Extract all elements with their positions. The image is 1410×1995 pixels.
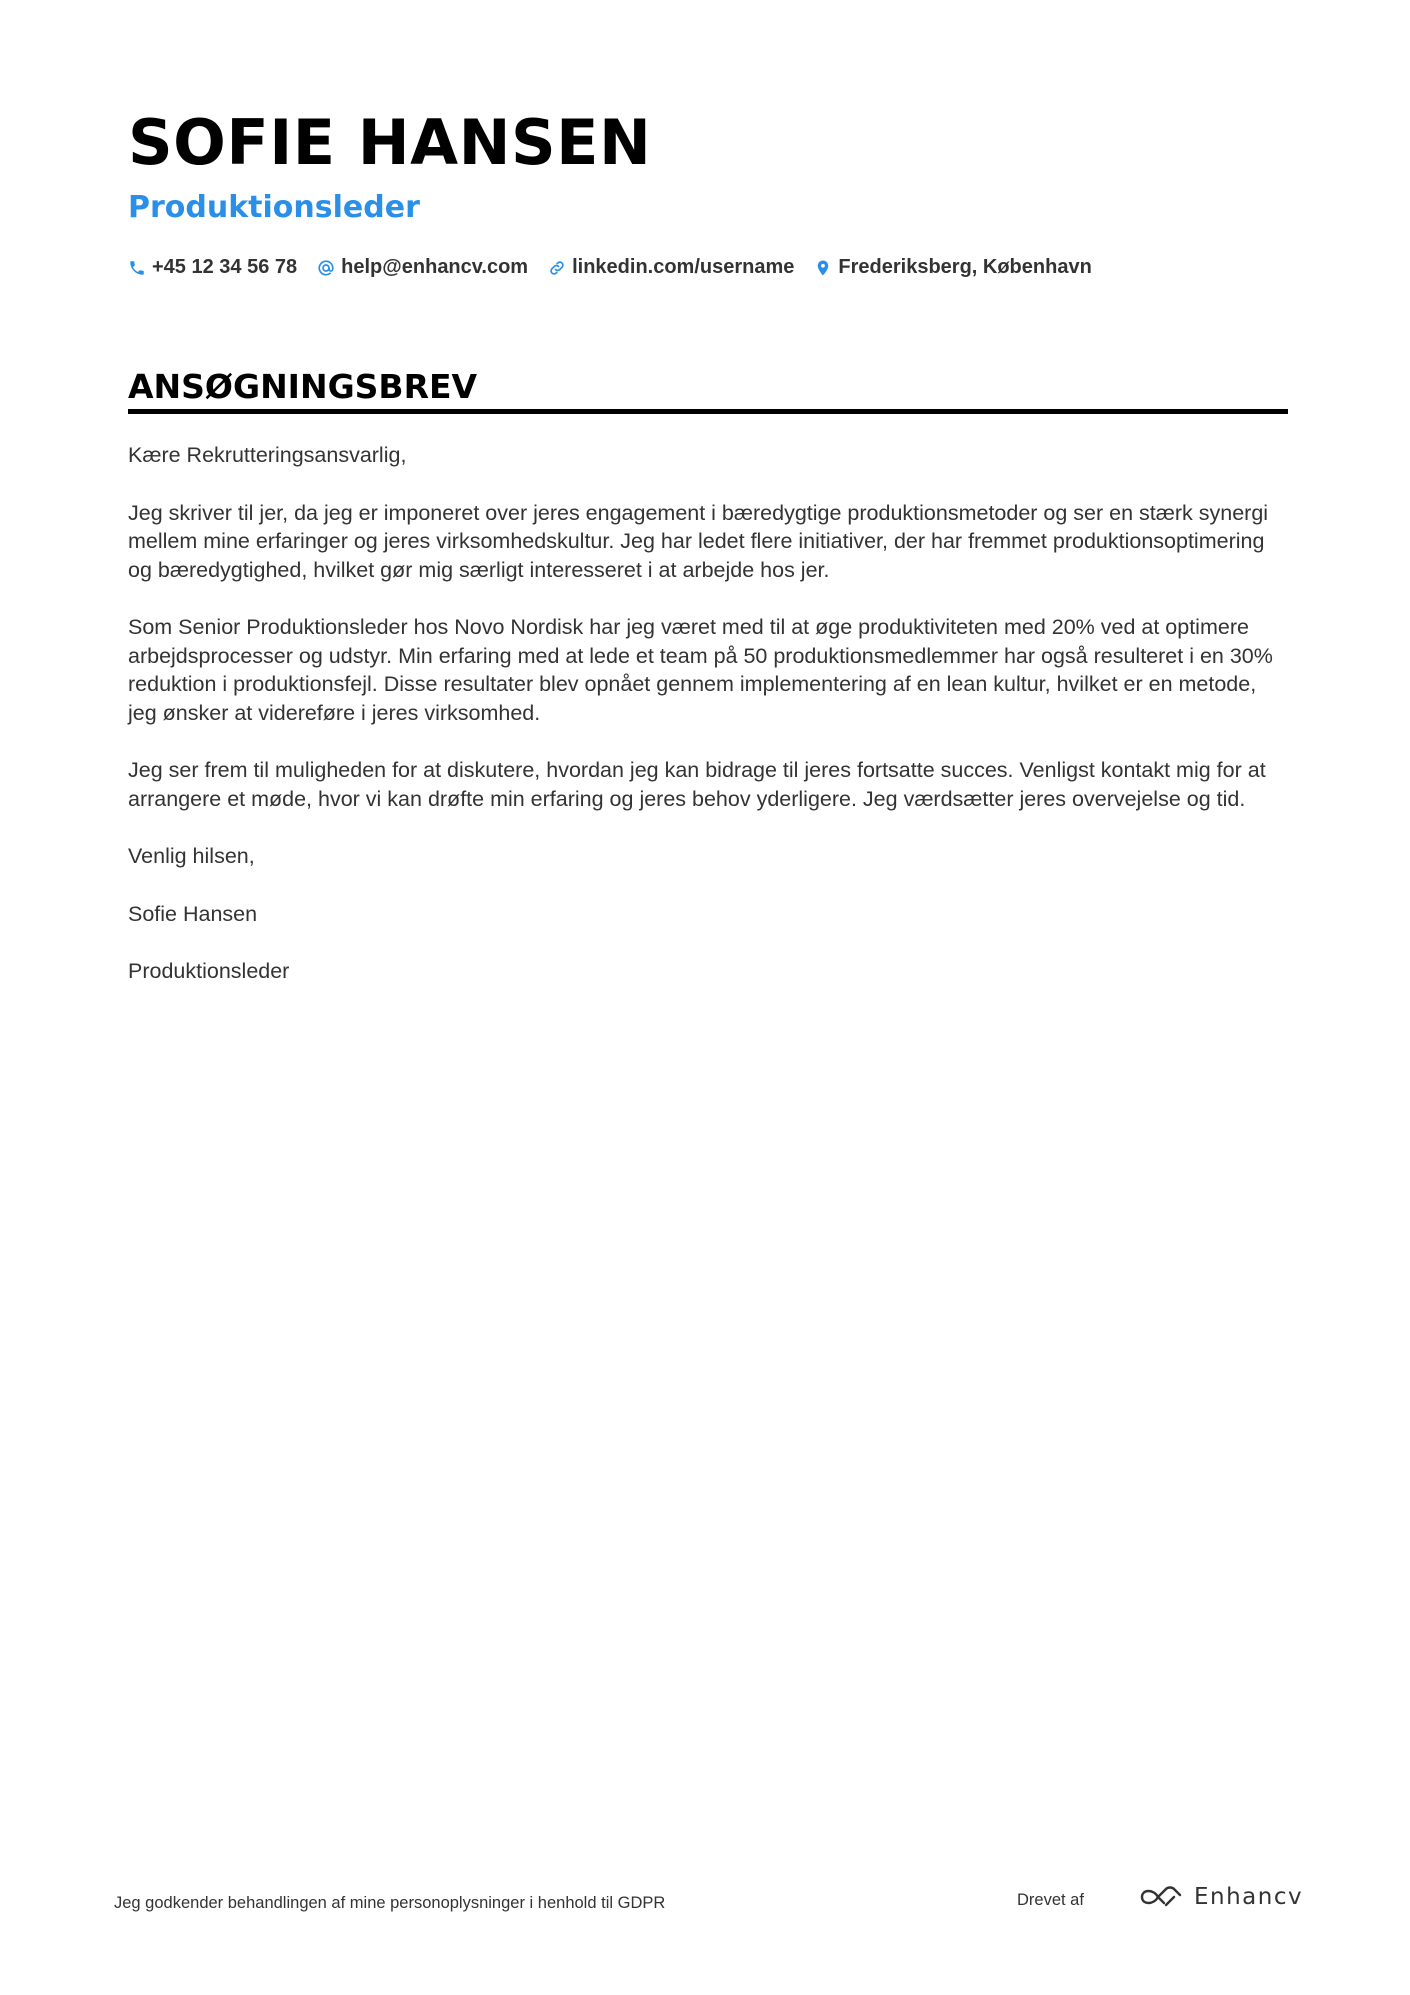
section-divider (128, 409, 1288, 414)
link-icon (548, 259, 566, 277)
letter-paragraph: Jeg skriver til jer, da jeg er imponeret over jeres engagement i bæredygtige produktionsmetoder og ser en stærk synergi mellem mine erfaringer og jeres virksomhedskultur. Jeg har ledet flere initiativer, der har fremmet produktionsoptimering og bæredygtighed, hvilket gør mig særligt interesseret i at arbejde hos jer. (128, 500, 1269, 582)
contact-bar (128, 256, 1112, 279)
letter-closing: Venlig hilsen, (128, 844, 255, 868)
applicant-role: Produktionsleder (128, 190, 420, 225)
enhancv-logo-icon (1138, 1883, 1184, 1911)
powered-by-label: Drevet af (1017, 1891, 1084, 1909)
letter-paragraph: Som Senior Produktionsleder hos Novo Nordisk har jeg været med til at øge produktiviteten med 20% ved at optimere arbejdsprocesser og udstyr. Min erfaring med at lede et team på 50 produktionsmedlemmer har også resulteret i en 30% reduktion i produktionsfejl. Disse resultater blev opnået gennem implementering af en lean kultur, hvilket er en metode, jeg ønsker at videreføre i jeres virksomhed. (128, 615, 1273, 725)
enhancv-logo-text: Enhancv (1194, 1884, 1304, 1910)
signature-title: Produktionsleder (128, 959, 290, 983)
letter-body (128, 441, 1290, 1015)
gdpr-consent: Jeg godkender behandlingen af mine personoplysninger i henhold til GDPR (114, 1894, 666, 1912)
contact-email[interactable] (317, 256, 528, 279)
signature-name: Sofie Hansen (128, 901, 258, 926)
at-icon (317, 259, 335, 277)
contact-phone-text: +45 12 34 56 78 (152, 256, 298, 278)
contact-location (814, 256, 1091, 279)
enhancv-logo[interactable] (1138, 1883, 1303, 1911)
contact-location-text: Frederiksberg, København (838, 256, 1092, 278)
contact-linkedin-text: linkedin.com/username (572, 256, 795, 278)
letter-paragraph: Jeg ser frem til muligheden for at diskutere, hvordan jeg kan bidrage til jeres fortsatte succes. Venligst kontakt mig for at arrangere et møde, hvor vi kan drøfte min erfaring og jeres behov yderligere. Jeg værdsætter jeres overvejelse og tid. (128, 758, 1266, 811)
applicant-name: SOFIE HANSEN (128, 106, 652, 179)
contact-linkedin[interactable] (548, 256, 794, 279)
phone-icon (128, 259, 146, 277)
letter-greeting: Kære Rekrutteringsansvarlig, (128, 443, 407, 467)
location-pin-icon (814, 259, 832, 277)
contact-phone[interactable] (128, 256, 297, 279)
section-title: ANSØGNINGSBREV (128, 367, 478, 406)
contact-email-text: help@enhancv.com (341, 256, 529, 278)
